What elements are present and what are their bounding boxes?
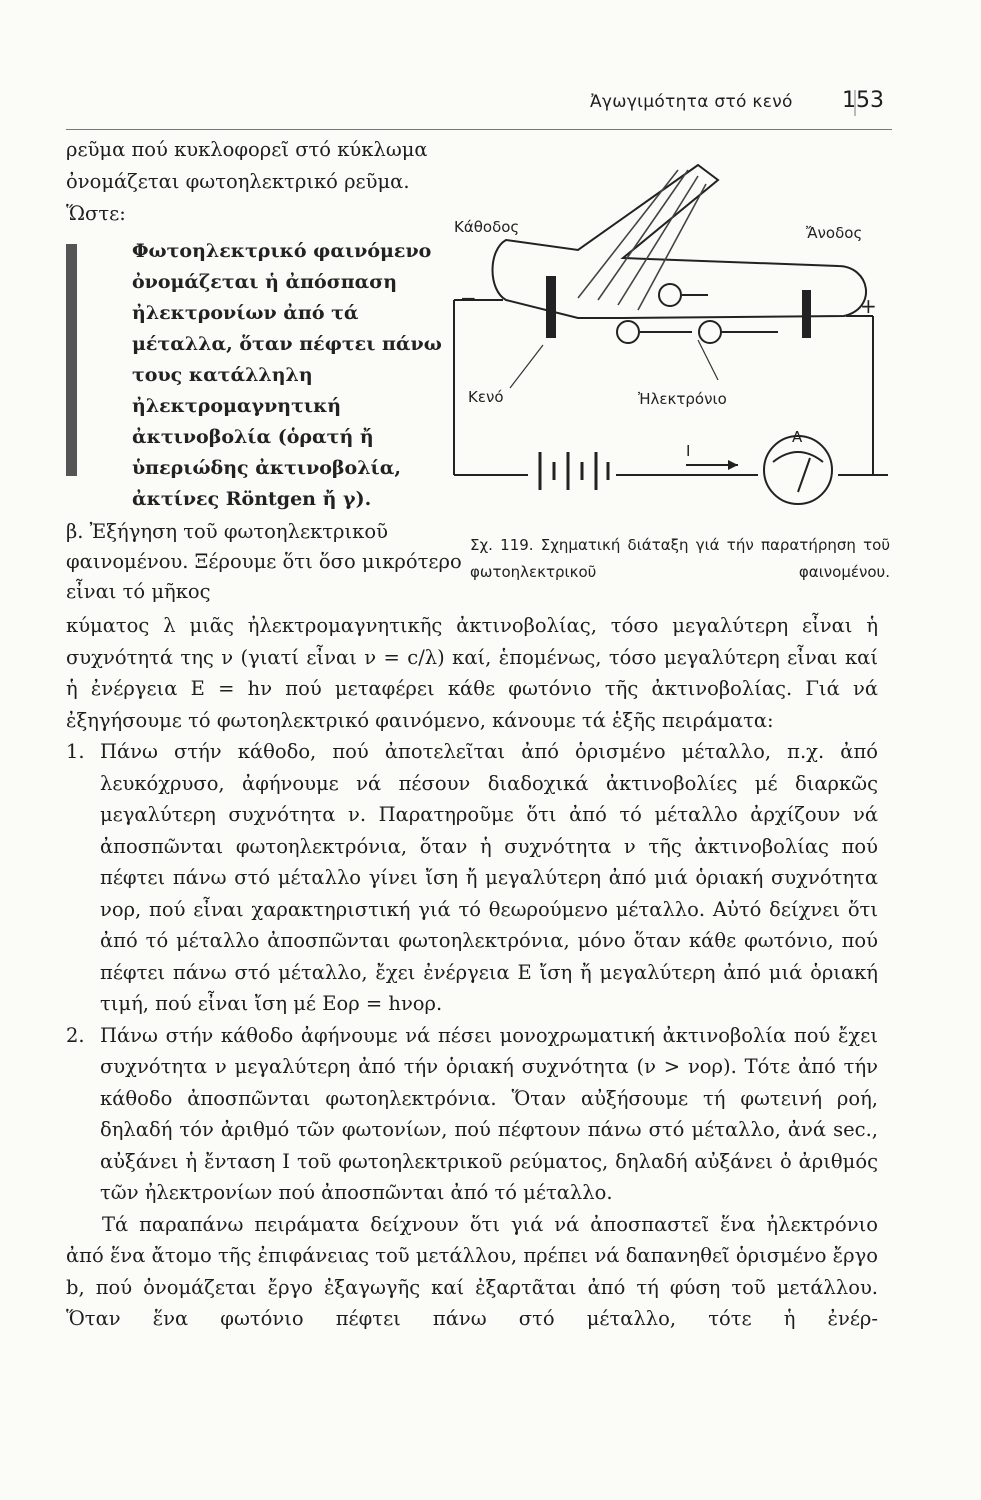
cathode-plate-icon <box>546 276 556 338</box>
list-item-number: 1. <box>66 740 85 763</box>
label-minus: − <box>460 286 477 310</box>
vacuum-pointer <box>510 345 543 388</box>
light-rays-icon <box>578 170 706 310</box>
battery-icon <box>540 452 608 490</box>
experiments-list <box>66 736 878 1209</box>
label-cathode: Κάθοδος <box>454 218 520 236</box>
photoelectric-figure <box>448 140 888 580</box>
page-number: 153 <box>842 88 884 113</box>
label-ammeter: A <box>792 428 803 446</box>
section-b-heading: β. Ἐξήγηση τοῦ φωτοηλεκτρικοῦ φαινομένου. Ξέρουμε ὅτι ὅσο μικρότερο εἶναι τό μῆκος <box>66 520 462 603</box>
definition-text: Φωτοηλεκτρικό φαινόμενο ὀνομάζεται ἡ ἀπόσπαση ἠλεκτρονίων ἀπό τά μέταλλα, ὅταν πέφτει πάνω τους κατάλληλη ἠλεκτρομαγνητική ἀκτινοβολία (ὁρατή ἤ ὑπεριώδης ἀκτινοβολία, ἀκτίνες Röntgen ἤ γ). <box>132 240 442 510</box>
label-vacuum: Κενό <box>468 388 504 406</box>
circuit-diagram <box>448 140 888 540</box>
figure-caption: Σχ. 119. Σχηματική διάταξη γιά τήν παρατήρηση τοῦ φωτοηλεκτρικοῦ φαινομένου. <box>470 536 890 581</box>
definition-box <box>66 236 446 510</box>
paragraph-1: κύματος λ μιᾶς ἠλεκτρομαγνητικῆς ἀκτινοβολίας, τόσο μεγαλύτερη εἶναι ἡ συχνότητά της ν (γιατί εἶναι ν = c/λ) καί, ἑπομένως, τόσο μεγαλύτερη εἶναι καί ἡ ἐνέργεια Ε = hν πού μεταφέρει κάθε φωτόνιο τῆς ἀκτινοβολίας. Γιά νά ἐξηγήσουμε τό φωτοηλεκτρικό φαινόμενο, κάνουμε τά ἑξῆς πειράματα: <box>66 614 878 732</box>
intro-text: ρεῦμα πού κυκλοφορεῖ στό κύκλωμα ὀνομάζεται φωτοηλεκτρικό ρεῦμα. Ὥστε: <box>66 138 428 225</box>
label-current: I <box>686 442 691 460</box>
body-text <box>66 610 878 1335</box>
ammeter-icon <box>764 436 832 504</box>
running-header <box>590 88 890 122</box>
left-column <box>66 134 444 230</box>
list-item <box>66 736 878 1020</box>
list-item <box>66 1020 878 1209</box>
label-anode: Ἄνοδος <box>806 224 863 242</box>
anode-plate-icon <box>802 290 811 338</box>
label-electron: Ἠλεκτρόνιο <box>638 390 727 408</box>
list-item-text: Πάνω στήν κάθοδο, πού ἀποτελεῖται ἀπό ὁρισμένο μέταλλο, π.χ. ἀπό λευκόχρυσο, ἀφήνουμε νά πέσουν διαδοχικά ἀκτινοβολίες μέ διαρκῶς μεγαλύτερη συχνότητα ν. Παρατηροῦμε ὅτι ἀπό τό μέταλλο ἀρχίζουν νά ἀποσπῶνται φωτοηλεκτρόνια, ὅταν ἡ συχνότητα ν τῆς ἀκτινοβολίας πού πέφτει πάνω στό μέταλλο γίνει ἴση ἤ μεγαλύτερη ἀπό μιά ὁριακή συχνότητα νορ, πού εἶναι χαρακτηριστική γιά τό θεωρούμενο μέταλλο. Αὐτό δείχνει ὅτι ἀπό τό μέταλλο ἀποσπῶνται φωτοηλεκτρόνια, μόνο ὅταν κάθε φωτόνιο, πού πέφτει πάνω στό μέταλλο, ἔχει ἐνέργεια Ε ἴση ἤ μεγαλύτερη ἀπό μιά ὁριακή τιμή, πού εἶναι ἴση μέ Εορ = hνορ. <box>100 740 878 1015</box>
header-rule <box>66 129 892 130</box>
list-item-text: Πάνω στήν κάθοδο ἀφήνουμε νά πέσει μονοχρωματική ἀκτινοβολία πού ἔχει συχνότητα ν μεγαλύτερη ἀπό τήν ὁριακή συχνότητα (ν > νορ). Τότε ἀπό τήν κάθοδο ἀποσπῶνται φωτοηλεκτρόνια. Ὅταν αὐξήσουμε τή φωτεινή ροή, δηλαδή τόν ἀριθμό τῶν φωτονίων, πού πέφτουν πάνω στό μέταλλο, ἀνά sec., αὐξάνει ἡ ἔνταση Ι τοῦ φωτοηλεκτρικοῦ ρεύματος, δηλαδή αὐξάνει ὁ ἀριθμός τῶν ἠλεκτρονίων πού ἀποσπῶνται ἀπό τό μέταλλο. <box>100 1023 878 1204</box>
section-b <box>66 517 466 607</box>
header-title: Ἀγωγιμότητα στό κενό <box>590 92 793 112</box>
current-arrowhead-icon <box>728 460 738 470</box>
paragraph-2: Τά παραπάνω πειράματα δείχνουν ὅτι γιά νά ἀποσπαστεῖ ἕνα ἠλεκτρόνιο ἀπό ἕνα ἄτομο τῆς ἐπιφάνειας τοῦ μετάλλου, πρέπει νά δαπανηθεῖ ὁρισμένο ἔργο b, πού ὀνομάζεται ἔργο ἐξαγωγῆς καί ἐξαρτᾶται ἀπό τή φύση τοῦ μετάλλου. Ὅταν ἕνα φωτόνιο πέφτει πάνω στό μέταλλο, τότε ἡ ἐνέρ- <box>66 1212 878 1330</box>
label-plus: + <box>860 294 877 318</box>
electron-icon <box>617 284 778 343</box>
list-item-number: 2. <box>66 1023 85 1047</box>
definition-marker-bar <box>66 244 77 476</box>
electron-pointer <box>698 340 718 380</box>
